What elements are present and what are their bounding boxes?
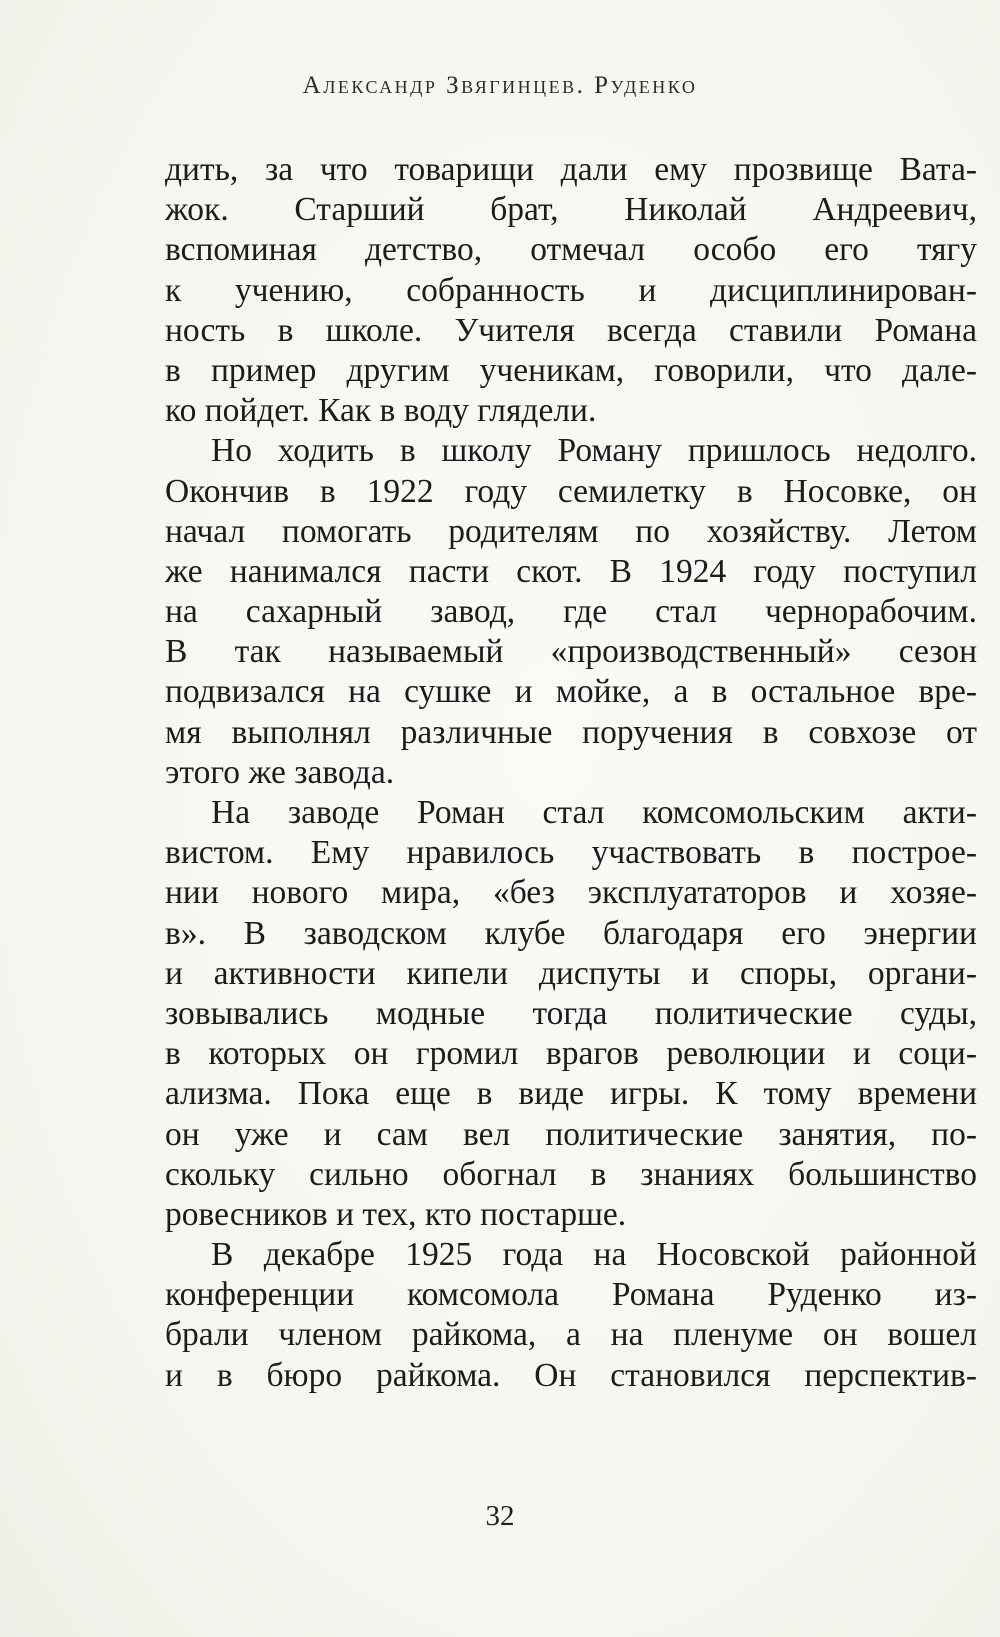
text-line: ровесников и тех, кто постарше. bbox=[165, 1195, 627, 1233]
text-line: же нанимался пасти скот. В 1924 году поступил bbox=[165, 552, 977, 590]
text-line: подвизался на сушке и мойке, а в остальное вре- bbox=[165, 673, 977, 711]
text-line: в пример другим ученикам, говорили, что дале- bbox=[165, 351, 977, 389]
text-line: Но ходить в школу Роману пришлось недолго. bbox=[211, 432, 977, 470]
text-line: мя выполнял различные поручения в совхозе от bbox=[165, 713, 977, 751]
text-line: и активности кипели диспуты и споры, органи- bbox=[165, 954, 977, 992]
text-line: начал помогать родителям по хозяйству. Летом bbox=[165, 512, 977, 550]
text-line: в которых он громил врагов революции и соци- bbox=[165, 1035, 977, 1073]
text-line: жок. Старший брат, Николай Андреевич, bbox=[165, 191, 977, 229]
text-line: нии нового мира, «без эксплуататоров и хозяе- bbox=[165, 874, 977, 912]
text-line: В так называемый «производственный» сезон bbox=[165, 633, 977, 671]
text-line: этого же завода. bbox=[165, 753, 395, 791]
text-line: Окончив в 1922 году семилетку в Носовке, он bbox=[165, 472, 977, 510]
running-head: Александр Звягинцев. Руденко bbox=[302, 72, 698, 99]
text-line: На заводе Роман стал комсомольским акти- bbox=[211, 794, 977, 831]
text-line: конференции комсомола Романа Руденко из- bbox=[165, 1276, 977, 1314]
text-line: ализма. Пока еще в виде игры. К тому времени bbox=[165, 1075, 977, 1113]
text-line: вистом. Ему нравилось участвовать в построе- bbox=[165, 834, 977, 872]
text-line: в». В заводском клубе благодаря его энергии bbox=[165, 914, 977, 952]
text-line: зовывались модные тогда политические суды, bbox=[165, 994, 977, 1032]
text-line: В декабре 1925 года на Носовской районной bbox=[211, 1236, 977, 1274]
text-line: и в бюро райкома. Он становился перспектив- bbox=[165, 1356, 977, 1394]
text-line: он уже и сам вел политические занятия, по- bbox=[165, 1115, 977, 1153]
text-line: ко пойдет. Как в воду глядели. bbox=[165, 392, 597, 430]
text-line: к учению, собранность и дисциплинирован- bbox=[165, 271, 977, 309]
text-line: дить, за что товарищи дали ему прозвище Вата- bbox=[165, 151, 977, 188]
text-line: брали членом райкома, а на пленуме он вошел bbox=[165, 1316, 977, 1354]
text-line: вспоминая детство, отмечал особо его тягу bbox=[165, 231, 977, 269]
page-number: 32 bbox=[485, 1500, 515, 1532]
text-line: ность в школе. Учителя всегда ставили Романа bbox=[165, 311, 977, 349]
text-line: на сахарный завод, где стал чернорабочим. bbox=[165, 593, 977, 631]
text-line: скольку сильно обогнал в знаниях большинство bbox=[165, 1155, 977, 1193]
body-text bbox=[165, 150, 977, 1396]
